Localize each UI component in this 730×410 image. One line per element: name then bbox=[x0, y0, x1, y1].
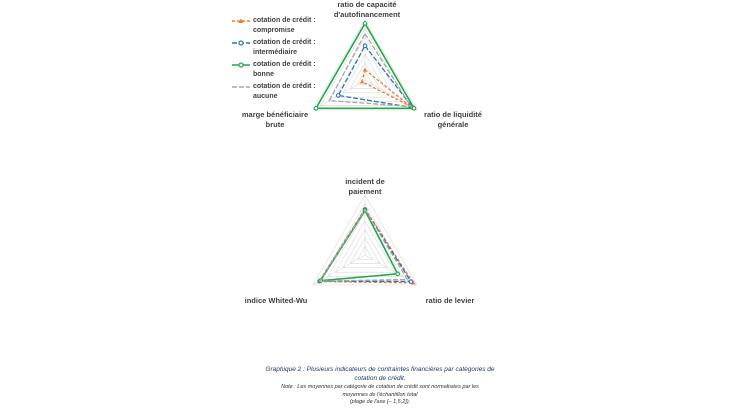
legend-label-compromise bbox=[253, 16, 333, 36]
axis-label-whited-wu bbox=[236, 296, 316, 306]
axis-label-line: marge bénéficiaire bbox=[241, 110, 309, 119]
figure-caption-note bbox=[250, 384, 510, 407]
data-point-triangle bbox=[363, 68, 367, 72]
axis-label-line: indice Whited-Wu bbox=[244, 296, 308, 305]
data-point-circle bbox=[363, 22, 367, 26]
legend-label-aucune bbox=[253, 82, 333, 102]
axis-label-liquidite-generale bbox=[410, 110, 496, 130]
legend-label-line: bonne bbox=[253, 71, 274, 78]
axis-label-line: paiement bbox=[348, 187, 382, 196]
legend-item-compromise bbox=[232, 16, 332, 38]
caption-line: Note : Les moyennes par catégorie de cotation de crédit sont normalisées par les bbox=[281, 384, 479, 390]
legend-label-intermediaire bbox=[253, 38, 333, 58]
legend-item-intermediaire bbox=[232, 38, 332, 60]
legend-swatch-compromise bbox=[232, 17, 250, 25]
axis-label-line: générale bbox=[437, 120, 469, 129]
figure-caption-title bbox=[250, 365, 510, 383]
axis-label-line: incident de bbox=[345, 177, 385, 186]
data-point-circle bbox=[363, 44, 367, 48]
legend-label-line: cotation de crédit : bbox=[253, 17, 316, 24]
legend-label-line: intermédiaire bbox=[253, 49, 297, 56]
series-line-1 bbox=[320, 210, 411, 282]
axis-label-incident-paiement bbox=[325, 177, 405, 197]
axis-label-capacite-autofinancement bbox=[322, 0, 412, 20]
legend-label-line: cotation de crédit : bbox=[253, 39, 316, 46]
axis-label-line: brute bbox=[265, 120, 285, 129]
data-point-circle bbox=[409, 280, 413, 284]
caption-line: Graphique 2 : Plusieurs indicateurs de contraintes financières par catégories de bbox=[265, 366, 495, 373]
series-line-2 bbox=[320, 210, 397, 280]
legend-item-aucune bbox=[232, 82, 332, 104]
legend-label-line: aucune bbox=[253, 93, 278, 100]
data-point-circle bbox=[396, 272, 400, 276]
axis-label-line: d'autofinancement bbox=[333, 10, 401, 19]
legend-label-line: cotation de crédit : bbox=[253, 83, 316, 90]
legend-swatch-bonne bbox=[232, 61, 250, 69]
axis-label-ratio-levier bbox=[414, 296, 486, 306]
legend-swatch-aucune bbox=[232, 83, 250, 91]
legend-label-bonne bbox=[253, 60, 333, 80]
data-point-triangle bbox=[360, 80, 364, 84]
data-point-circle bbox=[336, 94, 340, 98]
radar-chart-2 bbox=[313, 195, 417, 285]
caption-line: moyennes de l'échantillon total bbox=[342, 391, 418, 398]
legend-swatch-intermediaire bbox=[232, 39, 250, 47]
caption-line: cotation de crédit. bbox=[354, 375, 406, 382]
legend bbox=[232, 16, 332, 104]
legend-label-line: cotation de crédit : bbox=[253, 61, 316, 68]
caption-line: (plage de l'axe [– 1,5;2]). bbox=[349, 399, 411, 405]
axis-label-line: ratio de levier bbox=[425, 296, 475, 305]
legend-label-line: compromise bbox=[253, 27, 295, 34]
axis-label-line: ratio de liquidité bbox=[424, 110, 482, 119]
axis-label-marge-beneficiaire bbox=[232, 110, 318, 130]
legend-item-bonne bbox=[232, 60, 332, 82]
axis-label-line: ratio de capacité bbox=[337, 0, 397, 9]
